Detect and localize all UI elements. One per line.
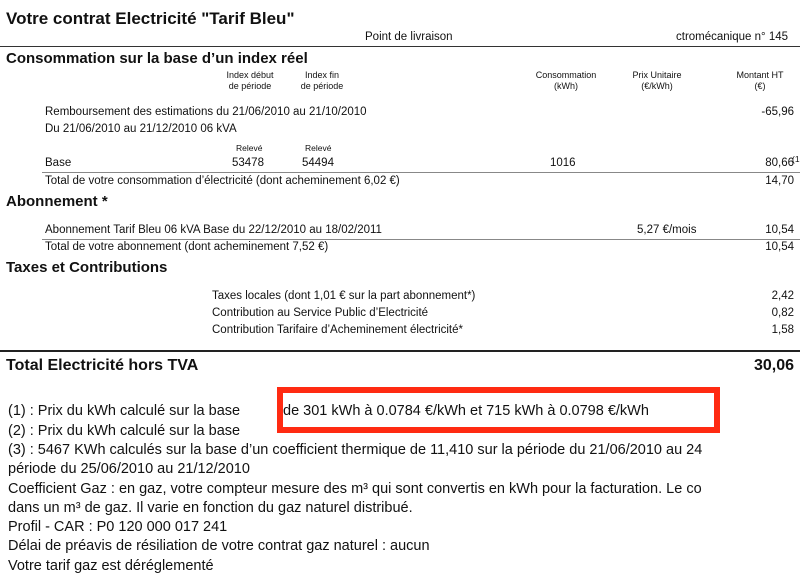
note-3-continued: période du 25/06/2010 au 21/12/2010 <box>8 461 250 477</box>
section-subscription: Abonnement * <box>6 193 108 210</box>
reading-label: Relevé <box>236 143 263 153</box>
meter-number: ctromécanique n° 145 <box>676 31 789 43</box>
subscription-amount: 10,54 <box>765 224 794 236</box>
section-taxes: Taxes et Contributions <box>6 259 168 276</box>
tax-item-amount: 2,42 <box>771 290 794 302</box>
section-consumption: Consommation sur la base d’un index réel <box>6 50 308 67</box>
notice-line: Délai de préavis de résiliation de votre contrat gaz naturel : aucun <box>8 538 430 554</box>
note-3: (3) : 5467 KWh calculés sur la base d’un coefficient thermique de 11,410 sur la période du 21/06/2010 au 24 <box>8 442 703 458</box>
total-label: Total Electricité hors TVA <box>6 357 199 374</box>
header-consumption: Consommation (kWh) <box>535 70 597 91</box>
redaction-mask <box>462 28 676 46</box>
base-amount: 80,66 <box>765 157 794 169</box>
tax-item-amount: 1,58 <box>771 324 794 336</box>
refund-label: Remboursement des estimations du 21/06/2010 au 21/10/2010 <box>45 106 367 118</box>
tax-item-label: Contribution Tarifaire d’Acheminement électricité* <box>212 324 463 336</box>
period-label: Du 21/06/2010 au 21/12/2010 06 kVA <box>45 123 237 135</box>
subscription-label: Abonnement Tarif Bleu 06 kVA Base du 22/12/2010 au 18/02/2011 <box>45 224 382 236</box>
reading-label: Relevé <box>305 143 332 153</box>
index-end-value: 54494 <box>302 157 334 169</box>
contract-title: Votre contrat Electricité "Tarif Bleu" <box>6 9 295 28</box>
delivery-point-label: Point de livraison <box>365 31 453 43</box>
header-amount: Montant HT (€) <box>736 70 784 91</box>
base-label: Base <box>45 157 72 169</box>
consumption-total-label: Total de votre consommation d’électricité (dont acheminement 6,02 €) <box>45 175 400 187</box>
tax-item-amount: 0,82 <box>771 307 794 319</box>
header-index-end: Index fin de période <box>300 70 344 91</box>
tax-item-label: Contribution au Service Public d’Electricité <box>212 307 429 319</box>
consumption-total-amount: 14,70 <box>765 175 794 187</box>
divider <box>42 239 800 240</box>
profile-line: Profil - CAR : P0 120 000 017 241 <box>8 519 228 535</box>
total-amount: 30,06 <box>753 357 794 374</box>
divider <box>0 46 800 47</box>
header-index-start: Index début de période <box>226 70 274 91</box>
note-1: (1) : Prix du kWh calculé sur la base <box>8 403 241 419</box>
subscription-unit-price: 5,27 €/mois <box>637 224 697 236</box>
refund-amount: -65,96 <box>761 106 794 118</box>
kwh-value: 1016 <box>550 157 576 169</box>
tax-item-label: Taxes locales (dont 1,01 € sur la part abonnement*) <box>212 290 476 302</box>
gas-coefficient-continued: dans un m³ de gaz. Il varie en fonction du gaz naturel distribué. <box>8 500 413 516</box>
subscription-total-amount: 10,54 <box>765 241 794 253</box>
divider <box>0 350 800 352</box>
highlighted-note: de 301 kWh à 0.0784 €/kWh et 715 kWh à 0.0798 €/kWh <box>283 403 713 419</box>
subscription-total-label: Total de votre abonnement (dont acheminement 7,52 €) <box>45 241 329 253</box>
index-start-value: 53478 <box>232 157 264 169</box>
note-2: (2) : Prix du kWh calculé sur la base <box>8 423 241 439</box>
header-unit-price: Prix Unitaire (€/kWh) <box>632 70 682 91</box>
base-footnote-ref: (1 <box>792 154 800 164</box>
cutoff-line: Votre tarif gaz est déréglementé <box>8 558 214 574</box>
gas-coefficient: Coefficient Gaz : en gaz, votre compteur mesure des m³ qui sont convertis en kWh pour la facturation. Le co <box>8 481 702 497</box>
divider <box>42 172 800 173</box>
